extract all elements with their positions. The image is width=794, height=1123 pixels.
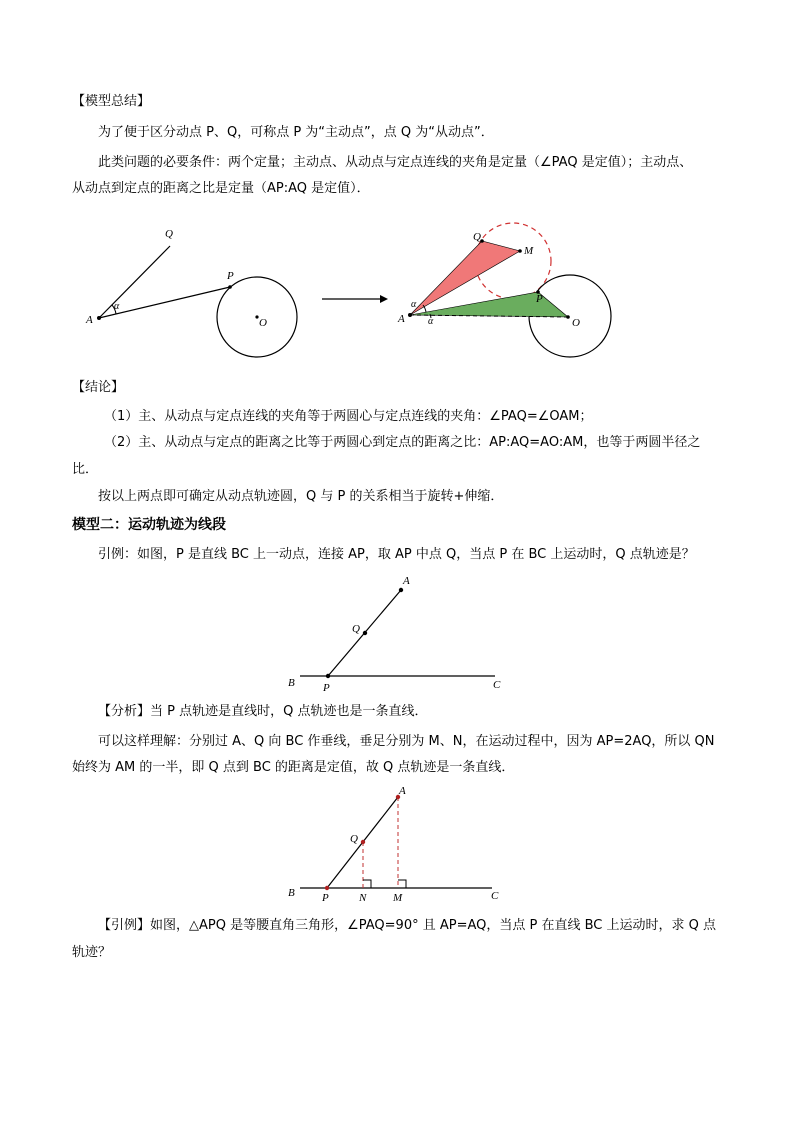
fig3-label-N: N	[359, 892, 367, 904]
label-P-left: P	[227, 270, 234, 282]
fig2-label-P: P	[323, 682, 330, 694]
model-summary-p1: 为了便于区分动点 P、Q，可称点 P 为“主动点”，点 Q 为“从动点”．	[98, 125, 494, 140]
model-summary-p2b: 从动点到定点的距离之比是定量（AP:AQ 是定值）．	[72, 181, 370, 196]
fig3-label-P: P	[322, 892, 329, 904]
fig2-label-B: B	[288, 677, 295, 689]
model2-title: 模型二：运动轨迹为线段	[72, 517, 226, 533]
fig3-label-C: C	[491, 890, 499, 902]
fig2-label-C: C	[493, 679, 501, 691]
fig2-label-A: A	[403, 575, 410, 587]
model2-example: 引例：如图，P 是直线 BC 上一动点，连接 AP，取 AP 中点 Q，当点 P 在 BC 上运动时，Q 点轨迹是？	[98, 547, 695, 562]
label-alpha1-right: α	[411, 299, 417, 310]
analysis-p2b: 始终为 AM 的一半，即 Q 点到 BC 的距离是定值，故 Q 点轨迹是一条直线．	[72, 760, 515, 775]
conclusion-item2a: （2）主、从动点与定点的距离之比等于两圆心到定点的距离之比：AP:AQ=AO:AM，也等于两圆半径之	[104, 435, 701, 450]
model-summary-heading: 【模型总结】	[72, 94, 151, 109]
label-alpha-left: α	[114, 301, 120, 312]
label-M-right: M	[524, 245, 534, 257]
label-P-right: P	[536, 293, 543, 305]
figure-rotation-scaling	[80, 220, 640, 370]
fig2-label-Q: Q	[352, 623, 360, 635]
label-Q-right: Q	[473, 231, 481, 243]
fig3-label-M: M	[393, 892, 403, 904]
analysis-p2a: 可以这样理解：分别过 A、Q 向 BC 作垂线，垂足分别为 M、N，在运动过程中，因为 AP=2AQ，所以 QN	[98, 734, 715, 749]
model-summary-p2a: 此类问题的必要条件：两个定量；主动点、从动点与定点连线的夹角是定量（∠PAQ 是定值）；主动点、	[98, 155, 693, 170]
label-A-left: A	[86, 314, 93, 326]
figure-midpoint	[280, 574, 520, 694]
figure-perpendiculars	[280, 784, 520, 909]
conclusion-item2b: 比．	[72, 462, 99, 477]
label-Q-left: Q	[165, 228, 173, 240]
label-O-left: O	[259, 317, 267, 329]
label-A-right: A	[398, 313, 405, 325]
label-O-right: O	[572, 317, 580, 329]
example2-line2: 轨迹？	[72, 945, 112, 960]
conclusion-item1: （1）主、从动点与定点连线的夹角等于两圆心与定点连线的夹角：∠PAQ=∠OAM；	[104, 409, 593, 424]
fig3-label-Q: Q	[350, 833, 358, 845]
fig3-label-B: B	[288, 887, 295, 899]
example2-line1: 【引例】如图，△APQ 是等腰直角三角形，∠PAQ=90° 且 AP=AQ，当点 P 在直线 BC 上运动时，求 Q 点	[98, 918, 717, 933]
conclusion-p3: 按以上两点即可确定从动点轨迹圆，Q 与 P 的关系相当于旋转+伸缩．	[98, 489, 504, 504]
analysis-p1: 【分析】当 P 点轨迹是直线时，Q 点轨迹也是一条直线．	[98, 704, 428, 719]
conclusion-heading: 【结论】	[72, 380, 125, 395]
fig3-label-A: A	[399, 785, 406, 797]
label-alpha2-right: α	[428, 316, 434, 327]
